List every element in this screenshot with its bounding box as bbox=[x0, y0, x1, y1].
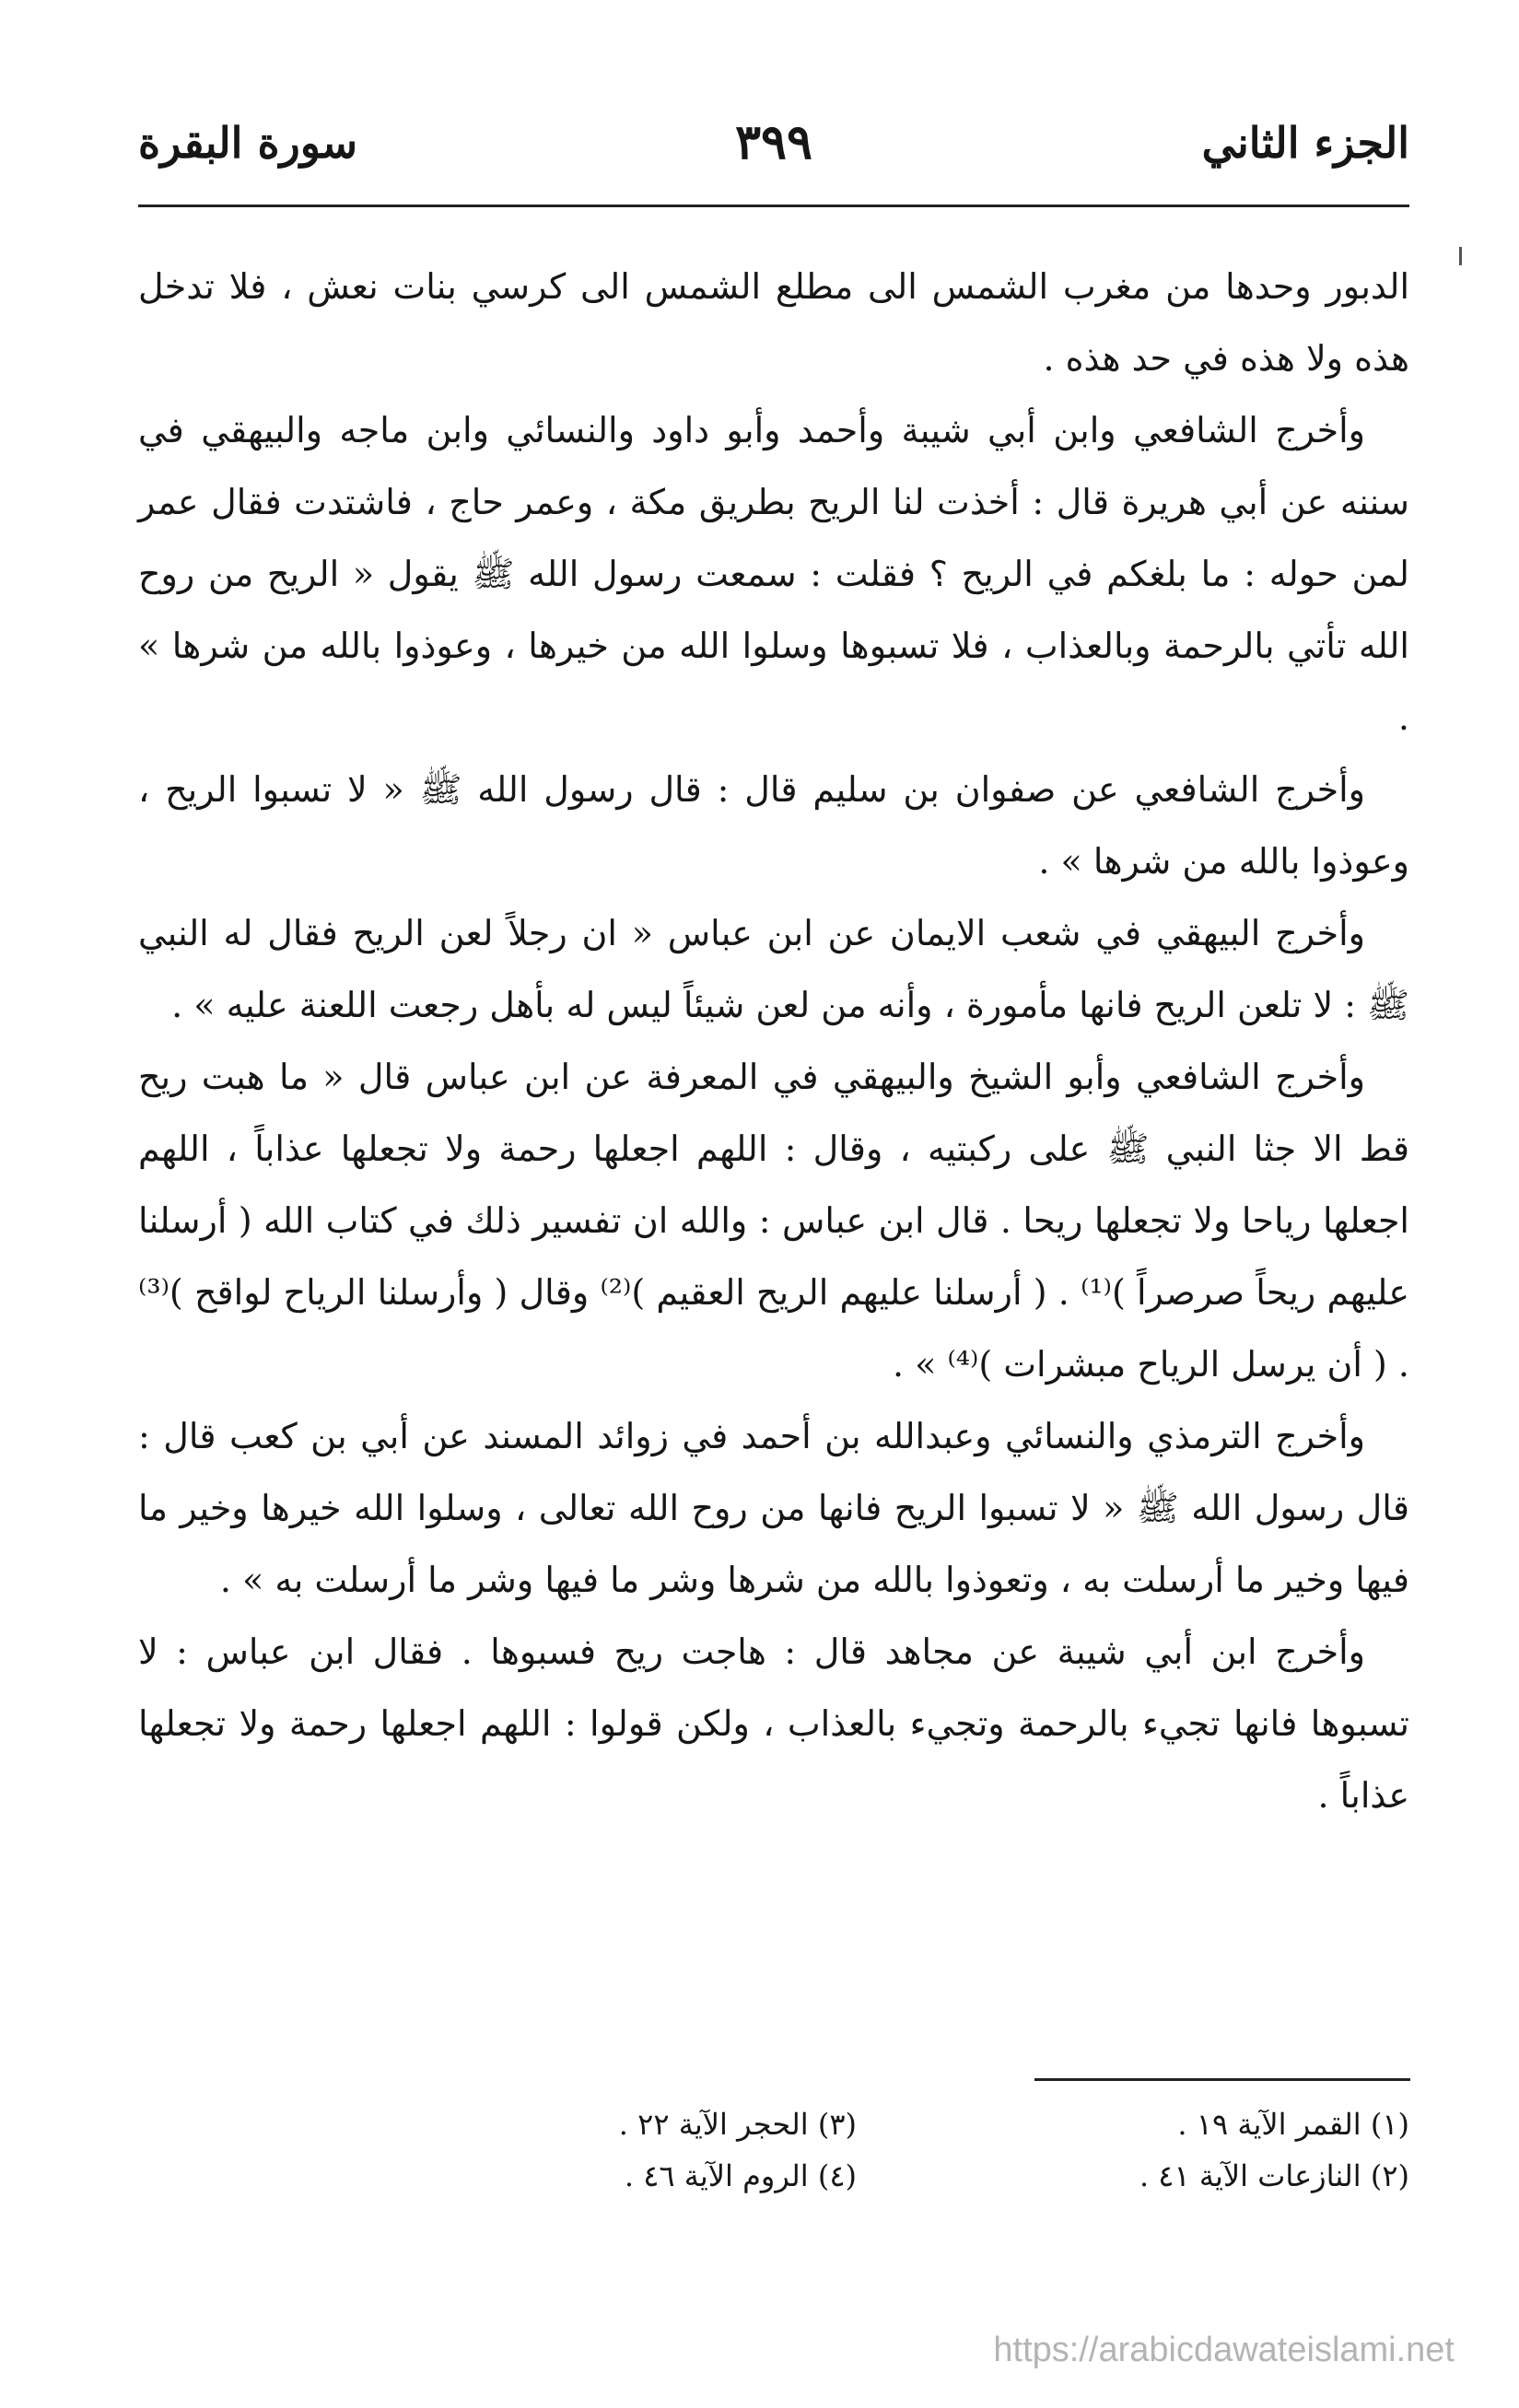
watermark-url: https://arabicdawateislami.net bbox=[993, 2331, 1455, 2369]
page-header bbox=[138, 114, 1409, 192]
main-text bbox=[138, 251, 1409, 1831]
page-number: ٣٩٩ bbox=[735, 114, 812, 170]
footnote-2: (٢) النازعات الآية ٤١ . bbox=[1139, 2158, 1409, 2193]
margin-mark bbox=[1459, 247, 1462, 265]
footnotes bbox=[138, 2098, 1409, 2209]
footnote-3: (٣) الحجر الآية ٢٢ . bbox=[618, 2107, 857, 2142]
surah-title: سورة البقرة bbox=[138, 118, 358, 168]
footnote-rule bbox=[1034, 2078, 1410, 2081]
footnote-column-left bbox=[341, 2098, 857, 2202]
paragraph-2: وأخرج الشافعي وابن أبي شيبة وأحمد وأبو داود والنسائي وابن ماجه والبيهقي في سننه عن أبي هريرة قال : أخذت لنا الريح بطريق مكة ، وعمر حاج ، فاشتدت فقال عمر لمن حوله : ما بلغكم في الريح ؟ فقلت : سمعت رسول الله ﷺ يقول « الريح من روح الله تأتي بالرحمة وبالعذاب ، فلا تسبوها وسلوا الله من خيرها ، وعوذوا بالله من شرها » . bbox=[138, 410, 1409, 738]
paragraph-6: وأخرج الترمذي والنسائي وعبدالله بن أحمد في زوائد المسند عن أبي بن كعب قال : قال رسول الله ﷺ « لا تسبوا الريح فانها من روح الله تعالى ، وسلوا الله خيرها وخير ما فيها وخير ما أرسلت به ، وتعوذوا بالله من شرها وشر ما فيها وشر ما أرسلت به » . bbox=[138, 1416, 1409, 1600]
paragraph-5: وأخرج الشافعي وأبو الشيخ والبيهقي في المعرفة عن ابن عباس قال « ما هبت ريح قط الا جثا النبي ﷺ على ركبتيه ، وقال : اللهم اجعلها رحمة ولا تجعلها عذاباً ، اللهم اجعلها رياحا ولا تجعلها ريحا . قال ابن عباس : والله ان تفسير ذلك في كتاب الله ( أرسلنا عليهم ريحاً صرصراً )⁽¹⁾ . ( أرسلنا عليهم الريح العقيم )⁽²⁾ وقال ( وأرسلنا الرياح لواقح )⁽³⁾ . ( أن يرسل الرياح مبشرات )⁽⁴⁾ » . bbox=[138, 1057, 1409, 1385]
header-rule bbox=[138, 205, 1409, 207]
paragraph-3: وأخرج الشافعي عن صفوان بن سليم قال : قال رسول الله ﷺ « لا تسبوا الريح ، وعوذوا بالله من شرها » . bbox=[138, 769, 1409, 882]
paragraph-1: الدبور وحدها من مغرب الشمس الى مطلع الشمس الى كرسي بنات نعش ، فلا تدخل هذه ولا هذه في حد هذه . bbox=[138, 266, 1409, 379]
paragraph-4: وأخرج البيهقي في شعب الايمان عن ابن عباس « ان رجلاً لعن الريح فقال له النبي ﷺ : لا تلعن الريح فانها مأمورة ، وأنه من لعن شيئاً ليس له بأهل رجعت اللعنة عليه » . bbox=[138, 913, 1409, 1025]
footnote-4: (٤) الروم الآية ٤٦ . bbox=[624, 2158, 857, 2193]
part-title: الجزء الثاني bbox=[1201, 118, 1409, 168]
footnote-column-right bbox=[894, 2098, 1409, 2202]
paragraph-7: وأخرج ابن أبي شيبة عن مجاهد قال : هاجت ريح فسبوها . فقال ابن عباس : لا تسبوها فانها تجيء بالرحمة وتجيء بالعذاب ، ولكن قولوا : اللهم اجعلها رحمة ولا تجعلها عذاباً . bbox=[138, 1631, 1409, 1816]
footnote-1: (١) القمر الآية ١٩ . bbox=[1177, 2107, 1409, 2142]
